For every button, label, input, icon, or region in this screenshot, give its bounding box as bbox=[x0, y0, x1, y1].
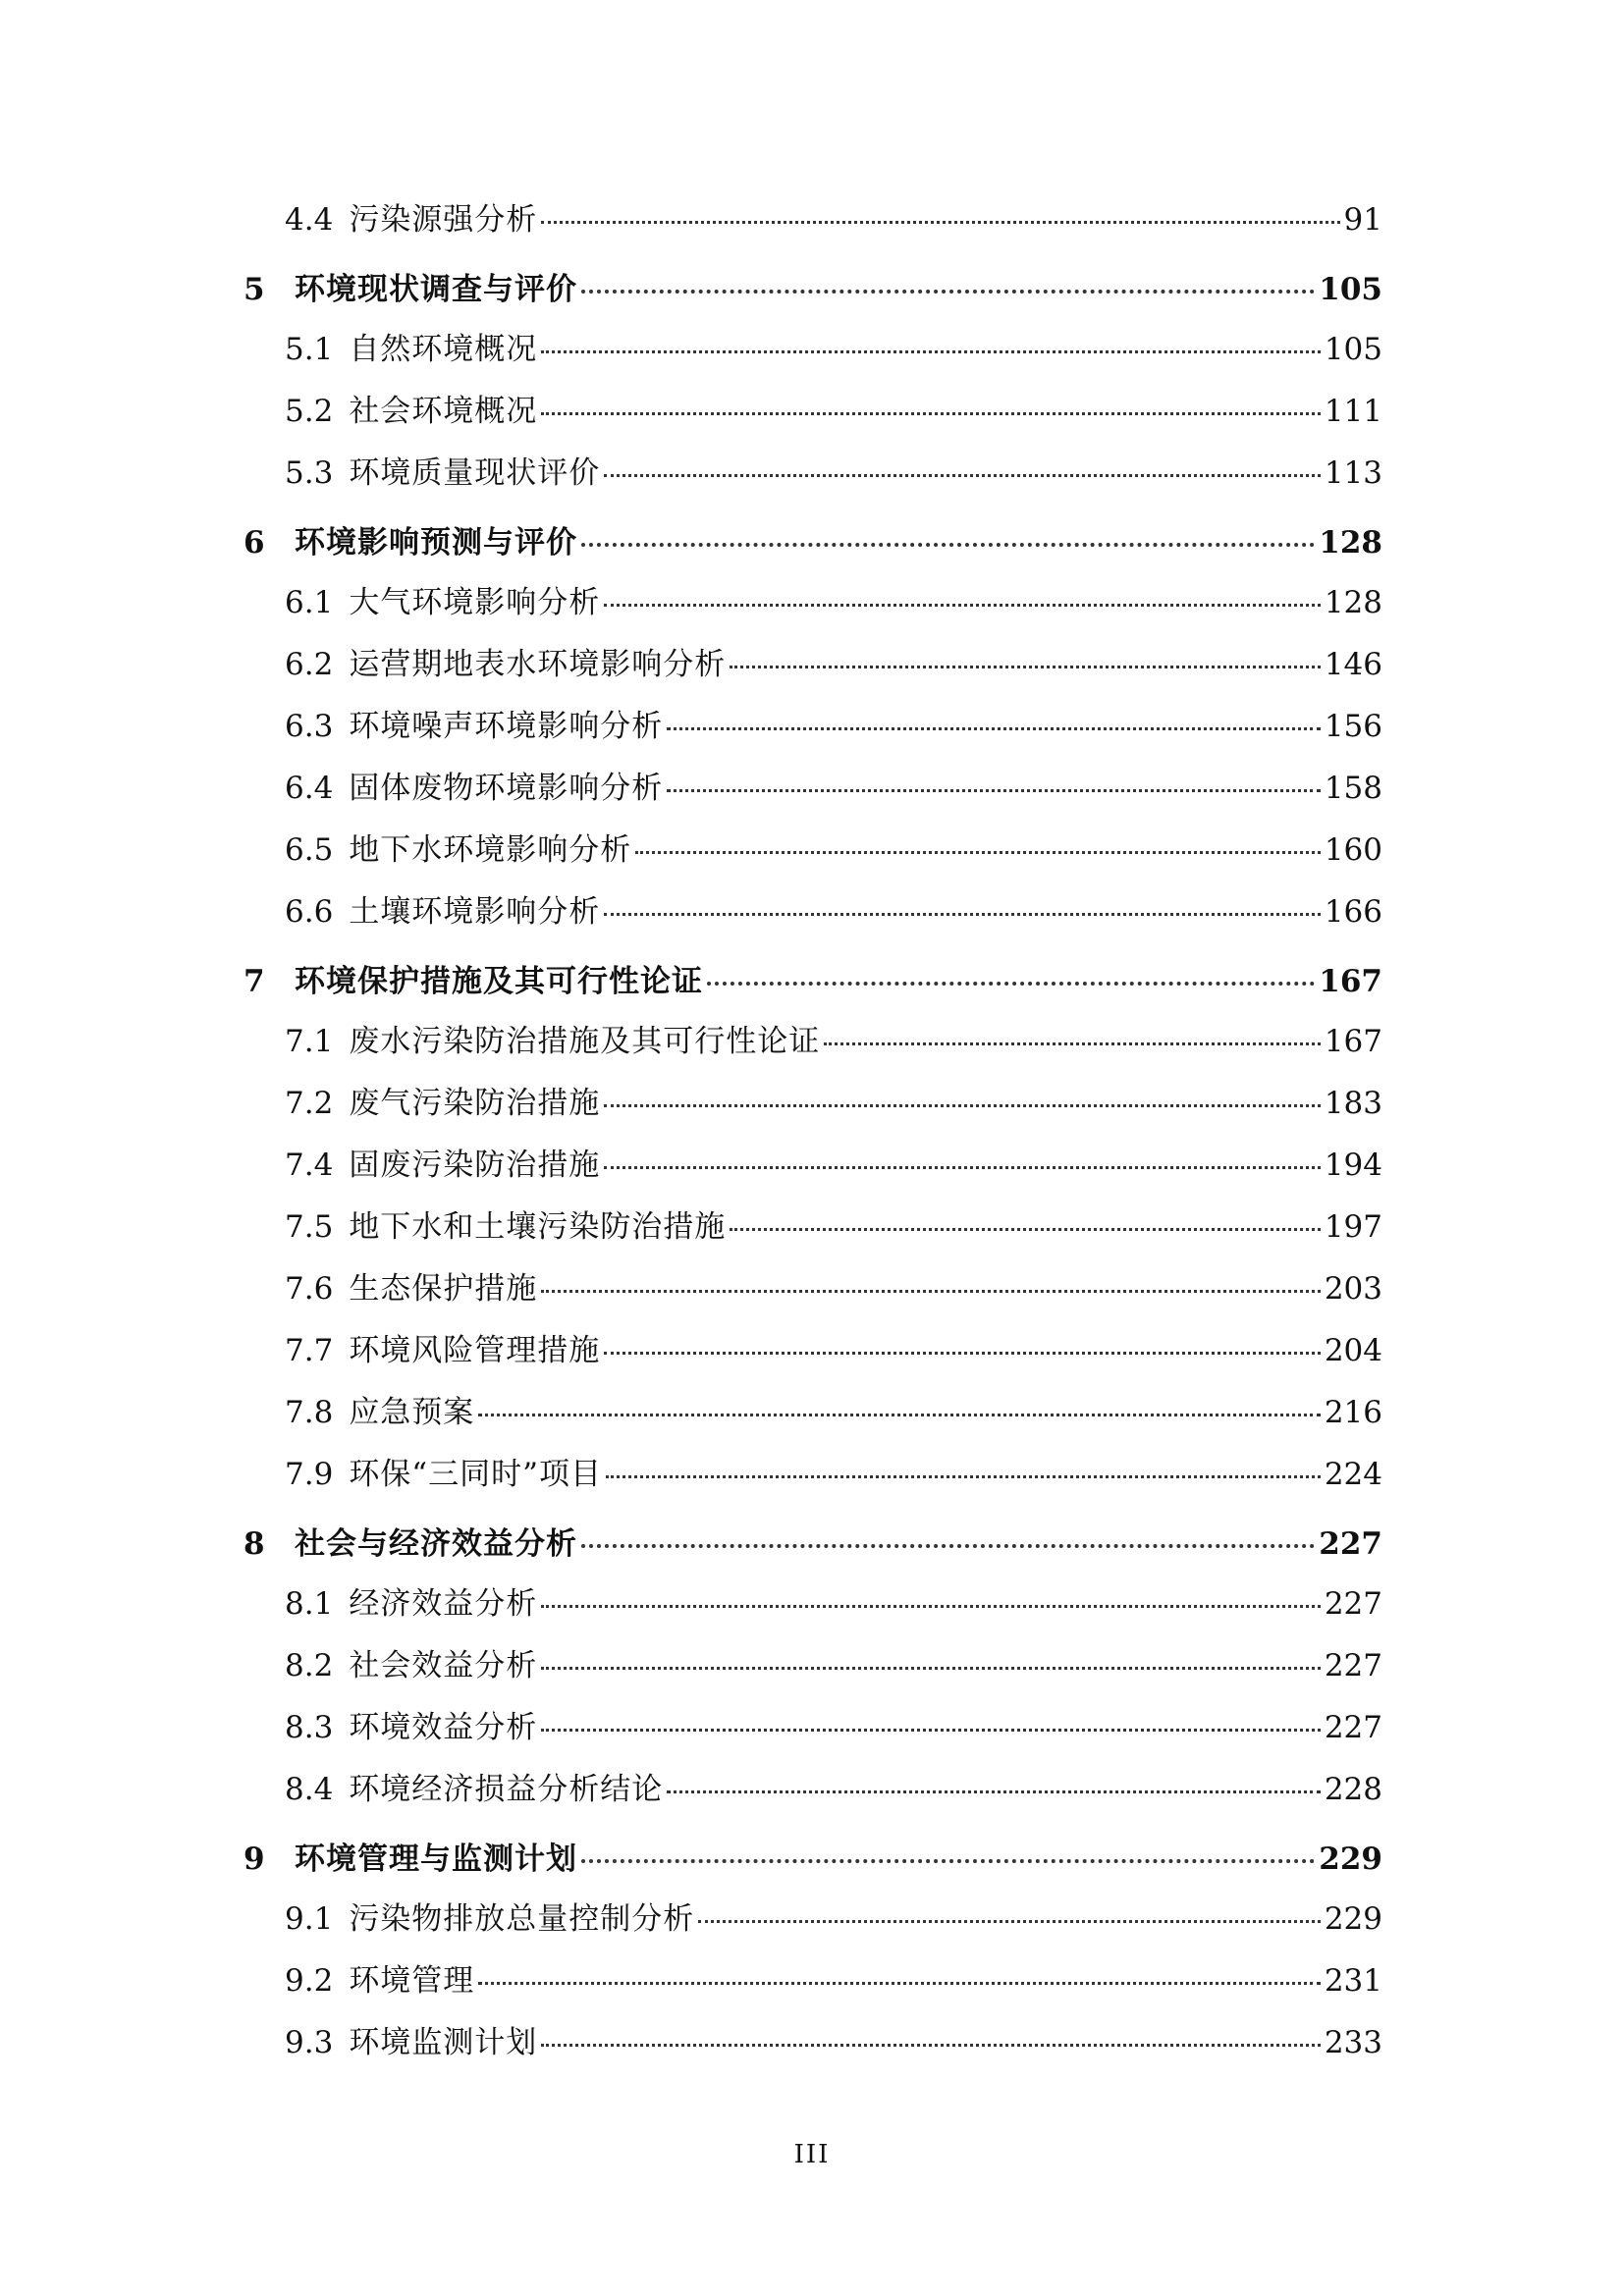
toc-dot-leader bbox=[541, 412, 1321, 415]
toc-entry-title: 环境经济损益分析结论 bbox=[349, 1772, 664, 1807]
toc-entry-number: 7.9 bbox=[285, 1457, 334, 1492]
toc-entry-page-number: 160 bbox=[1324, 832, 1382, 868]
toc-dot-leader bbox=[541, 1290, 1321, 1293]
toc-section-entry[interactable] bbox=[244, 1325, 1382, 1387]
toc-entry-title: 污染物排放总量控制分析 bbox=[349, 1901, 695, 1937]
toc-entry-page-number: 105 bbox=[1324, 332, 1382, 367]
toc-entry-number: 6.5 bbox=[285, 832, 334, 868]
toc-dot-leader bbox=[667, 789, 1321, 792]
toc-entry-page-number: 167 bbox=[1324, 1024, 1382, 1059]
toc-entry-page-number: 228 bbox=[1324, 1772, 1382, 1807]
toc-dot-leader bbox=[604, 604, 1321, 607]
toc-entry-title: 经济效益分析 bbox=[349, 1586, 538, 1622]
toc-entry-page-number: 204 bbox=[1324, 1333, 1382, 1368]
toc-section-entry[interactable] bbox=[244, 1387, 1382, 1449]
toc-entry-number: 5.2 bbox=[285, 394, 334, 429]
toc-dot-leader bbox=[698, 1920, 1321, 1923]
toc-entry-title: 环境质量现状评价 bbox=[349, 455, 601, 491]
toc-entry-title: 生态保护措施 bbox=[349, 1271, 538, 1307]
toc-entry-number: 8.3 bbox=[285, 1710, 334, 1745]
toc-section-entry[interactable] bbox=[244, 1702, 1382, 1764]
toc-section-entry[interactable] bbox=[244, 448, 1382, 509]
toc-dot-leader bbox=[707, 982, 1315, 986]
toc-entry-title: 环境管理 bbox=[349, 1963, 475, 1999]
toc-section-entry[interactable] bbox=[244, 1449, 1382, 1511]
toc-entry-title: 大气环境影响分析 bbox=[349, 585, 601, 620]
toc-entry-title: 固体废物环境影响分析 bbox=[349, 771, 664, 806]
toc-entry-page-number: 227 bbox=[1324, 1648, 1382, 1683]
toc-entry-page-number: 197 bbox=[1324, 1209, 1382, 1245]
toc-entry-number: 5.1 bbox=[285, 332, 334, 367]
toc-entry-page-number: 183 bbox=[1324, 1086, 1382, 1121]
toc-entry-title: 运营期地表水环境影响分析 bbox=[349, 647, 727, 682]
toc-entry-title: 环境保护措施及其可行性论证 bbox=[295, 964, 703, 999]
toc-section-entry[interactable] bbox=[244, 763, 1382, 825]
toc-section-entry[interactable] bbox=[244, 386, 1382, 448]
toc-entry-page-number: 194 bbox=[1324, 1148, 1382, 1183]
toc-entry-page-number: 229 bbox=[1319, 1842, 1382, 1877]
toc-dot-leader bbox=[604, 1352, 1321, 1355]
toc-section-entry[interactable] bbox=[244, 1640, 1382, 1702]
toc-entry-title: 社会环境概况 bbox=[349, 394, 538, 429]
toc-dot-leader bbox=[541, 350, 1321, 353]
toc-dot-leader bbox=[604, 913, 1321, 916]
toc-entry-number: 9.3 bbox=[285, 2025, 334, 2060]
toc-entry-number: 6.3 bbox=[285, 709, 334, 744]
toc-entry-title: 社会与经济效益分析 bbox=[295, 1526, 577, 1562]
toc-entry-number: 5 bbox=[244, 272, 265, 307]
toc-entry-title: 环境现状调查与评价 bbox=[295, 272, 577, 307]
toc-dot-leader bbox=[541, 1667, 1321, 1670]
toc-dot-leader bbox=[581, 543, 1315, 547]
toc-dot-leader bbox=[541, 221, 1339, 224]
toc-entry-number: 9.2 bbox=[285, 1963, 334, 1999]
toc-dot-leader bbox=[730, 666, 1321, 668]
toc-section-entry[interactable] bbox=[244, 1955, 1382, 2017]
toc-entry-number: 4.4 bbox=[285, 202, 334, 238]
toc-chapter-entry[interactable] bbox=[244, 509, 1382, 577]
toc-chapter-entry[interactable] bbox=[244, 256, 1382, 324]
toc-entry-title: 地下水和土壤污染防治措施 bbox=[349, 1209, 727, 1245]
toc-entry-number: 6.1 bbox=[285, 585, 334, 620]
toc-entry-title: 社会效益分析 bbox=[349, 1648, 538, 1683]
toc-entry-page-number: 156 bbox=[1324, 709, 1382, 744]
toc-entry-number: 7 bbox=[244, 964, 265, 999]
toc-entry-page-number: 111 bbox=[1324, 394, 1382, 429]
toc-entry-number: 9.1 bbox=[285, 1901, 334, 1937]
toc-entry-number: 5.3 bbox=[285, 455, 334, 491]
toc-entry-page-number: 128 bbox=[1319, 525, 1382, 561]
toc-entry-number: 7.4 bbox=[285, 1148, 334, 1183]
toc-entry-number: 7.5 bbox=[285, 1209, 334, 1245]
toc-entry-page-number: 233 bbox=[1324, 2025, 1382, 2060]
toc-section-entry[interactable] bbox=[244, 324, 1382, 386]
toc-chapter-entry[interactable] bbox=[244, 1511, 1382, 1578]
toc-entry-page-number: 167 bbox=[1319, 964, 1382, 999]
toc-dot-leader bbox=[606, 1475, 1321, 1478]
toc-entry-number: 7.7 bbox=[285, 1333, 334, 1368]
toc-dot-leader bbox=[604, 1104, 1321, 1107]
toc-entry-page-number: 166 bbox=[1324, 894, 1382, 930]
toc-entry-title: 地下水环境影响分析 bbox=[349, 832, 632, 868]
toc-entry-page-number: 91 bbox=[1343, 202, 1382, 238]
toc-section-entry[interactable] bbox=[244, 1894, 1382, 1955]
toc-section-entry[interactable] bbox=[244, 886, 1382, 948]
toc-section-entry[interactable] bbox=[244, 1016, 1382, 1078]
toc-entry-number: 6 bbox=[244, 525, 265, 561]
toc-entry-number: 7.8 bbox=[285, 1395, 334, 1430]
toc-entry-title: 自然环境概况 bbox=[349, 332, 538, 367]
toc-entry-title: 环境风险管理措施 bbox=[349, 1333, 601, 1368]
toc-entry-number: 8.2 bbox=[285, 1648, 334, 1683]
toc-dot-leader bbox=[635, 851, 1321, 854]
toc-entry-page-number: 158 bbox=[1324, 771, 1382, 806]
toc-dot-leader bbox=[667, 1790, 1321, 1793]
toc-entry-number: 6.2 bbox=[285, 647, 334, 682]
toc-section-entry[interactable] bbox=[244, 1201, 1382, 1263]
toc-entry-number: 9 bbox=[244, 1842, 265, 1877]
toc-entry-title: 污染源强分析 bbox=[349, 202, 538, 238]
toc-entry-title: 环境监测计划 bbox=[349, 2025, 538, 2060]
toc-entry-page-number: 231 bbox=[1324, 1963, 1382, 1999]
toc-entry-number: 7.6 bbox=[285, 1271, 334, 1307]
toc-entry-number: 8.1 bbox=[285, 1586, 334, 1622]
toc-dot-leader bbox=[581, 1544, 1315, 1548]
toc-section-entry[interactable] bbox=[244, 825, 1382, 886]
toc-chapter-entry[interactable] bbox=[244, 1826, 1382, 1894]
toc-dot-leader bbox=[541, 1605, 1321, 1608]
toc-entry-number: 6.6 bbox=[285, 894, 334, 930]
toc-dot-leader bbox=[667, 727, 1321, 730]
toc-entry-page-number: 224 bbox=[1324, 1457, 1382, 1492]
toc-section-entry[interactable] bbox=[244, 2017, 1382, 2079]
toc-dot-leader bbox=[478, 1414, 1321, 1416]
toc-entry-title: 废气污染防治措施 bbox=[349, 1086, 601, 1121]
toc-entry-page-number: 113 bbox=[1324, 455, 1382, 491]
toc-entry-number: 6.4 bbox=[285, 771, 334, 806]
toc-section-entry[interactable] bbox=[244, 1263, 1382, 1325]
toc-dot-leader bbox=[604, 1166, 1321, 1169]
toc-entry-number: 7.1 bbox=[285, 1024, 334, 1059]
toc-entry-page-number: 229 bbox=[1324, 1901, 1382, 1937]
toc-dot-leader bbox=[581, 1859, 1315, 1863]
toc-entry-title: 环境影响预测与评价 bbox=[295, 525, 577, 561]
toc-entry-number: 8.4 bbox=[285, 1772, 334, 1807]
toc-entry-page-number: 105 bbox=[1319, 272, 1382, 307]
table-of-contents bbox=[244, 194, 1382, 2079]
toc-chapter-entry[interactable] bbox=[244, 948, 1382, 1016]
toc-section-entry[interactable] bbox=[244, 701, 1382, 763]
toc-section-entry[interactable] bbox=[244, 1140, 1382, 1201]
toc-section-entry[interactable] bbox=[244, 639, 1382, 701]
toc-entry-page-number: 216 bbox=[1324, 1395, 1382, 1430]
toc-entry-title: 环境效益分析 bbox=[349, 1710, 538, 1745]
toc-dot-leader bbox=[541, 1729, 1321, 1732]
toc-dot-leader bbox=[730, 1228, 1321, 1231]
toc-entry-page-number: 203 bbox=[1324, 1271, 1382, 1307]
toc-section-entry[interactable] bbox=[244, 1578, 1382, 1640]
toc-entry-title: 固废污染防治措施 bbox=[349, 1148, 601, 1183]
page-number: III bbox=[793, 2140, 831, 2169]
toc-dot-leader bbox=[824, 1042, 1321, 1045]
toc-entry-page-number: 227 bbox=[1324, 1710, 1382, 1745]
toc-dot-leader bbox=[541, 2044, 1321, 2047]
toc-entry-number: 8 bbox=[244, 1526, 265, 1562]
toc-entry-title: 废水污染防治措施及其可行性论证 bbox=[349, 1024, 821, 1059]
toc-entry-number: 7.2 bbox=[285, 1086, 334, 1121]
toc-section-entry[interactable] bbox=[244, 1764, 1382, 1826]
toc-section-entry[interactable] bbox=[244, 1078, 1382, 1140]
toc-entry-page-number: 227 bbox=[1324, 1586, 1382, 1622]
toc-entry-page-number: 146 bbox=[1324, 647, 1382, 682]
toc-entry-title: 土壤环境影响分析 bbox=[349, 894, 601, 930]
toc-dot-leader bbox=[604, 474, 1321, 477]
toc-entry-page-number: 128 bbox=[1324, 585, 1382, 620]
toc-section-entry[interactable] bbox=[244, 194, 1382, 256]
toc-dot-leader bbox=[478, 1982, 1321, 1985]
toc-entry-title: 环境管理与监测计划 bbox=[295, 1842, 577, 1877]
toc-dot-leader bbox=[581, 290, 1315, 294]
toc-entry-title: 环保“三同时”项目 bbox=[349, 1457, 603, 1492]
toc-entry-title: 应急预案 bbox=[349, 1395, 475, 1430]
toc-entry-title: 环境噪声环境影响分析 bbox=[349, 709, 664, 744]
toc-section-entry[interactable] bbox=[244, 577, 1382, 639]
toc-entry-page-number: 227 bbox=[1319, 1526, 1382, 1562]
